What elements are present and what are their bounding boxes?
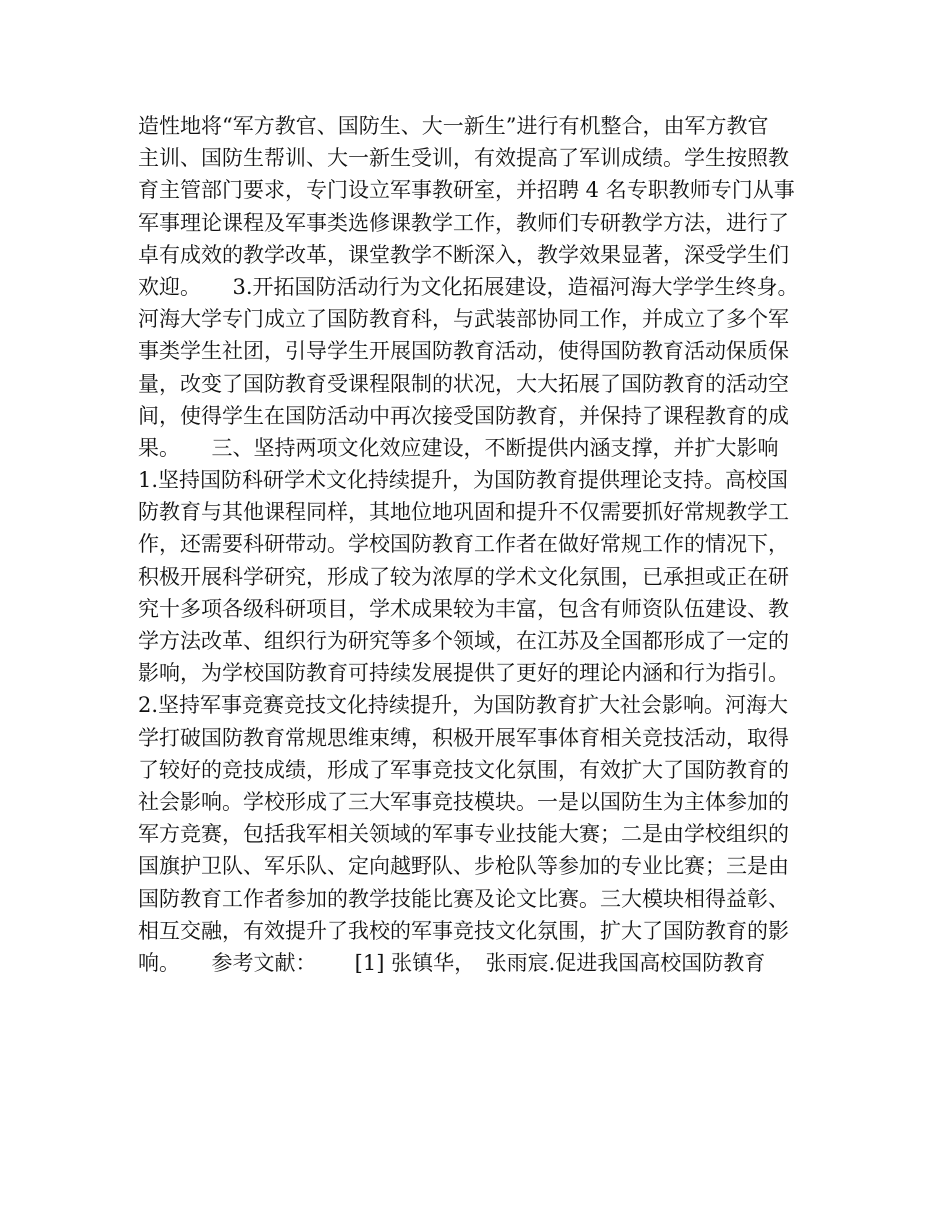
text-line: 国防教育工作者参加的教学技能比赛及论文比赛。三大模块相得益彰、	[138, 886, 789, 911]
text-line: 社会影响。学校形成了三大军事竞技模块。一是以国防生为主体参加的	[138, 789, 789, 814]
text-line: 主训、国防生帮训、大一新生受训，有效提高了军训成绩。学生按照教	[138, 146, 789, 171]
text-line: 国旗护卫队、军乐队、定向越野队、步枪队等参加的专业比赛；三是由	[138, 854, 789, 879]
text-line: 作，还需要科研带动。学校国防教育工作者在做好常规工作的情况下，	[138, 532, 789, 557]
text-line: 军方竞赛，包括我军相关领域的军事专业技能大赛；二是由学校组织的	[138, 822, 789, 847]
text-line: 造性地将“军方教官、国防生、大一新生”进行有机整合，由军方教官	[138, 114, 769, 138]
text-line: 育主管部门要求，专门设立军事教研室，并招聘 4 名专职教师专门从事	[138, 178, 795, 203]
text-line: 间，使得学生在国防活动中再次接受国防教育，并保持了课程教育的成	[138, 403, 789, 428]
text-line: 军事理论课程及军事类选修课教学工作，教师们专研教学方法，进行了	[138, 210, 789, 235]
text-line: 1.坚持国防科研学术文化持续提升，为国防教育提供理论支持。高校国	[138, 468, 789, 493]
text-line: 积极开展科学研究，形成了较为浓厚的学术文化氛围，已承担或正在研	[138, 564, 789, 589]
text-line: 果。 三、坚持两项文化效应建设，不断提供内涵支撑，并扩大影响	[138, 435, 779, 460]
text-line: 防教育与其他课程同样，其地位地巩固和提升不仅需要抓好常规教学工	[138, 500, 789, 525]
text-line: 事类学生社团，引导学生开展国防教育活动，使得国防教育活动保质保	[138, 339, 789, 364]
text-line: 卓有成效的教学改革，课堂教学不断深入，教学效果显著，深受学生们	[138, 242, 789, 267]
text-line: 学方法改革、组织行为研究等多个领域，在江苏及全国都形成了一定的	[138, 629, 789, 653]
text-line: 影响，为学校国防教育可持续发展提供了更好的理论内涵和行为指引。	[138, 661, 789, 686]
text-line: 相互交融，有效提升了我校的军事竞技文化氛围，扩大了国防教育的影	[138, 918, 789, 943]
text-line: 量，改变了国防教育受课程限制的状况，大大拓展了国防教育的活动空	[138, 371, 789, 396]
text-line: 响。 参考文献： [1] 张镇华， 张雨宸.促进我国高校国防教育	[138, 950, 766, 975]
body-text	[138, 110, 828, 979]
text-line: 河海大学专门成立了国防教育科，与武装部协同工作，并成立了多个军	[138, 307, 789, 332]
text-line: 究十多项各级科研项目，学术成果较为丰富，包含有师资队伍建设、教	[138, 596, 789, 621]
text-line: 欢迎。 3.开拓国防活动行为文化拓展建设，造福河海大学学生终身。	[138, 274, 799, 299]
text-line: 学打破国防教育常规思维束缚，积极开展军事体育相关竞技活动，取得	[138, 725, 789, 750]
text-line: 2.坚持军事竞赛竞技文化持续提升，为国防教育扩大社会影响。河海大	[138, 693, 789, 718]
text-line: 了较好的竞技成绩，形成了军事竞技文化氛围，有效扩大了国防教育的	[138, 757, 789, 782]
